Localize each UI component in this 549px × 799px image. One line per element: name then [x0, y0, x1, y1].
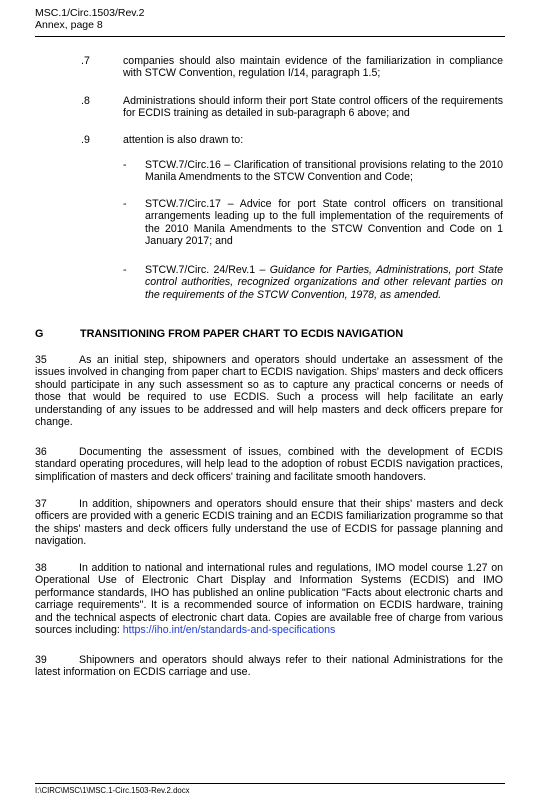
sub-item-circ16: STCW.7/Circ.16 – Clarification of transitional provisions relating to the 2010 Manila Amendments to the STCW Convention and Code; [145, 159, 503, 184]
iho-standards-link[interactable]: https://iho.int/en/standards-and-specifications [122, 624, 336, 637]
item-text-7: companies should also maintain evidence of the familiarization in compliance with STCW Convention, regulation I/14, paragraph 1.5; [123, 55, 503, 80]
paragraph-35 [35, 354, 503, 428]
footer-rule [35, 783, 505, 784]
section-title: TRANSITIONING FROM PAPER CHART TO ECDIS NAVIGATION [80, 328, 404, 340]
paragraph-text: Documenting the assessment of issues, combined with the development of ECDIS standard operating procedures, will help lead to the adoption of robust ECDIS navigation practices, simplification of masters and deck officers' training and facilitate smooth handovers. [35, 446, 503, 483]
item-number-9: .9 [81, 134, 90, 146]
item-text-8: Administrations should inform their port State control officers of the requirements for ECDIS training as detailed in sub-paragraph 6 above; and [123, 95, 503, 120]
paragraph-text: In addition to national and international rules and regulations, IMO model course 1.27 on Operational Use of Electronic Chart Display and Information Systems (ECDIS) and IMO performance standards, IHO has published an online publication "Facts about electronic charts and carriage requirements". It is a recommended source of information on ECDIS hardware, training and the technical aspects of electronic chart data. Copies are available free of charge from various sources including: [35, 562, 503, 637]
page-header [35, 7, 145, 32]
item-number-8: .8 [81, 95, 90, 107]
paragraph-number: 36 [35, 446, 47, 458]
paragraph-number: 38 [35, 562, 47, 574]
paragraph-text: Shipowners and operators should always refer to their national Administrations for the latest information on ECDIS carriage and use. [35, 654, 503, 679]
header-rule [35, 36, 505, 37]
paragraph-36 [35, 446, 503, 483]
paragraph-number: 37 [35, 498, 47, 510]
paragraph-39 [35, 654, 503, 679]
circ24-guidance-title: Guidance for Parties, Administrations, port State control authorities, recognized organizations and other relevant parties on the requirements of the STCW Convention, 1978, as amended. [145, 264, 503, 301]
paragraph-number: 35 [35, 354, 47, 366]
paragraph-text: In addition, shipowners and operators should ensure that their ships' masters and deck officers are provided with a generic ECDIS training and an ECDIS familiarization programme so that the ships' masters and deck officers fully understand the use of ECDIS for passage planning and navigation. [35, 498, 503, 548]
section-letter: G [35, 328, 44, 340]
item-number-7: .7 [81, 55, 90, 67]
sub-item-circ24 [145, 264, 503, 301]
footer-file-path: I:\CIRC\MSC\1\MSC.1-Circ.1503-Rev.2.docx [35, 786, 190, 795]
paragraph-number: 39 [35, 654, 47, 666]
sub-item-dash: - [123, 198, 127, 210]
circ24-reference: STCW.7/Circ. 24/Rev.1 – [145, 264, 270, 276]
sub-item-dash: - [123, 264, 127, 276]
paragraph-37 [35, 498, 503, 548]
page-label: Annex, page 8 [35, 19, 103, 32]
paragraph-38 [35, 562, 503, 636]
sub-item-dash: - [123, 159, 127, 171]
sub-item-circ17: STCW.7/Circ.17 – Advice for port State control officers on transitional arrangements leading up to the full implementation of the requirements of the 2010 Manila Amendments to the STCW Convention and Code on 1 January 2017; and [145, 198, 503, 248]
document-reference: MSC.1/Circ.1503/Rev.2 [35, 7, 145, 19]
paragraph-text: As an initial step, shipowners and operators should undertake an assessment of the issues involved in changing from paper chart to ECDIS navigation. Ships' masters and deck officers should participate in any such assessment so as to capture any practical concerns or needs of those that would be required to use ECDIS. Such a process will help facilitate an early understanding of any issues to be addressed and will help masters and deck officers prepare for change. [35, 354, 503, 429]
item-text-9: attention is also drawn to: [123, 134, 244, 146]
